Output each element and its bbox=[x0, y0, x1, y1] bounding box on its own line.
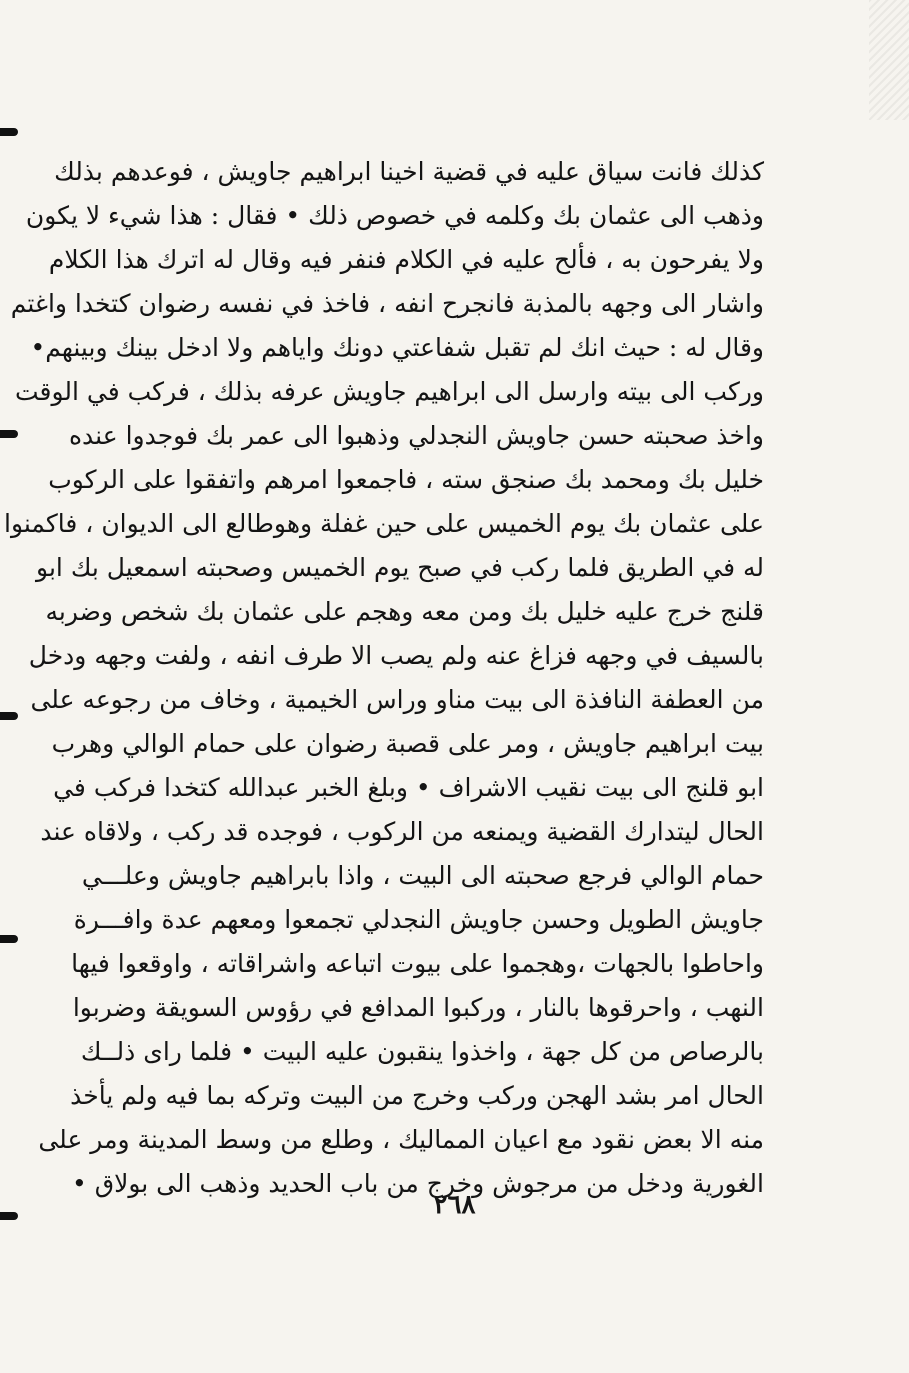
text-line: بالرصاص من كل جهة ، واخذوا ينقبون عليه البيت • فلما راى ذلــك bbox=[80, 1037, 764, 1066]
text-line: واحاطوا بالجهات ،وهجموا على بيوت اتباعه واشراقاته ، واوقعوا فيها bbox=[71, 949, 764, 978]
text-line: ابو قلنج الى بيت نقيب الاشراف • وبلغ الخبر عبدالله كتخدا فركب في bbox=[53, 773, 764, 802]
scan-noise bbox=[869, 0, 909, 120]
text-line: ولا يفرحون به ، فألح عليه في الكلام فنفر فيه وقال له اترك هذا الكلام bbox=[48, 245, 764, 274]
text-line: الحال امر بشد الهجن وركب وخرج من البيت وتركه بما فيه ولم يأخذ bbox=[70, 1081, 764, 1110]
text-line: على عثمان بك يوم الخميس على حين غفلة وهوطالع الى الديوان ، فاكمنوا bbox=[4, 509, 764, 538]
text-line: حمام الوالي فرجع صحبته الى البيت ، واذا بابراهيم جاويش وعلـــي bbox=[81, 861, 764, 890]
text-line: خليل بك ومحمد بك صنجق سته ، فاجمعوا امرهم واتفقوا على الركوب bbox=[48, 465, 764, 494]
text-line: واشار الى وجهه بالمذبة فانجرح انفه ، فاخذ في نفسه رضوان كتخدا واغتم bbox=[10, 289, 764, 318]
text-line: من العطفة النافذة الى بيت مناو وراس الخيمية ، وخاف من رجوعه على bbox=[30, 685, 764, 714]
text-line: وذهب الى عثمان بك وكلمه في خصوص ذلك • فقال : هذا شيء لا يكون bbox=[25, 201, 764, 230]
binding-mark-3 bbox=[0, 712, 18, 720]
text-line: بالسيف في وجهه فزاغ عنه ولم يصب الا طرف انفه ، ولفت وجهه ودخل bbox=[28, 641, 764, 670]
binding-mark-2 bbox=[0, 430, 18, 438]
text-line: واخذ صحبته حسن جاويش النجدلي وذهبوا الى عمر بك فوجدوا عنده bbox=[68, 421, 764, 450]
text-line: النهب ، واحرقوها بالنار ، وركبوا المدافع في رؤوس السويقة وضربوا bbox=[72, 993, 764, 1022]
text-line: وركب الى بيته وارسل الى ابراهيم جاويش عرفه بذلك ، فركب في الوقت bbox=[14, 377, 764, 406]
text-line: منه الا بعض نقود مع اعيان المماليك ، وطلع من وسط المدينة ومر على bbox=[38, 1125, 764, 1154]
text-line: له في الطريق فلما ركب في صبح يوم الخميس وصحبته اسمعيل بك ابو bbox=[36, 553, 764, 582]
text-line: بيت ابراهيم جاويش ، ومر على قصبة رضوان على حمام الوالي وهرب bbox=[51, 729, 764, 758]
text-line: كذلك فانت سياق عليه في قضية اخينا ابراهيم جاويش ، فوعدهم بذلك bbox=[54, 157, 764, 186]
text-line: قلنج خرج عليه خليل بك ومن معه وهجم على عثمان بك شخص وضربه bbox=[45, 597, 764, 626]
binding-mark-4 bbox=[0, 935, 18, 943]
page-number: ٢٦٨ bbox=[433, 1190, 476, 1220]
text-line: الغورية ودخل من مرجوش وخرج من باب الحديد وذهب الى بولاق • bbox=[72, 1169, 764, 1198]
text-line: الحال ليتدارك القضية ويمنعه من الركوب ، فوجده قد ركب ، ولاقاه عند bbox=[40, 817, 764, 846]
text-line: جاويش الطويل وحسن جاويش النجدلي تجمعوا ومعهم عدة وافـــرة bbox=[73, 905, 764, 934]
body-text bbox=[4, 150, 764, 1206]
text-line: وقال له : حيث انك لم تقبل شفاعتي دونك واياهم ولا ادخل بينك وبينهم• bbox=[30, 333, 764, 362]
binding-mark-1 bbox=[0, 128, 18, 136]
